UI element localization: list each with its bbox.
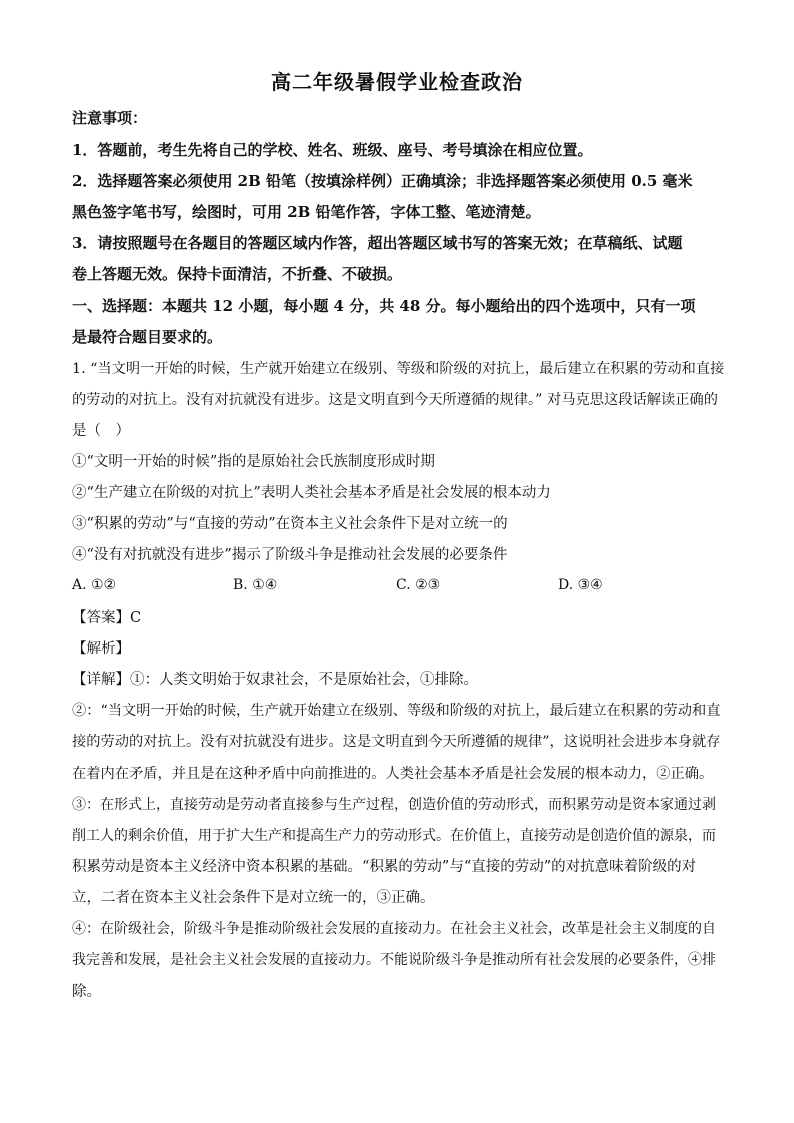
detail-point-2-line-1: ②：“当文明一开始的时候，生产就开始建立在级别、等级和阶级的对抗上，最后建立在积累的劳动和直: [72, 703, 721, 719]
detail-point-4-line-3: 除。: [72, 984, 101, 1000]
notice-item-3-line-2: 卷上答题无效。保持卡面清洁，不折叠、不破损。: [72, 265, 403, 283]
option-b: B. ①④: [233, 577, 278, 593]
statement-4: ④“没有对抗就没有进步”揭示了阶级斗争是推动社会发展的必要条件: [72, 547, 508, 563]
question-stem-line-1: 1. “当文明一开始的时候，生产就开始建立在级别、等级和阶级的对抗上，最后建立在积累的劳动和直接: [72, 361, 725, 377]
option-a: A. ①②: [72, 577, 117, 593]
detail-point-2-line-3: 在着内在矛盾，并且是在这种矛盾中向前推进的。人类社会基本矛盾是社会发展的根本动力，②正确。: [72, 766, 714, 782]
page-title: 高二年级暑假学业检查政治: [271, 70, 523, 94]
analysis-tag: 【解析】: [72, 641, 130, 657]
detail-point-2-line-2: 接的劳动的对抗上。没有对抗就没有进步。这是文明直到今天所遵循的规律”，这说明社会进步本身就存: [72, 734, 721, 750]
question-stem-line-2: 的劳动的对抗上。没有对抗就没有进步。这是文明直到今天所遵循的规律。” 对马克思这段话解读正确的: [72, 392, 718, 408]
detail-tag: 【详解】: [72, 672, 130, 688]
answer-tag: 【答案】: [72, 610, 130, 626]
detail-point-3-line-3: 积累劳动是资本主义经济中资本积累的基础。“积累的劳动”与“直接的劳动”的对抗意味着阶级的对: [72, 859, 697, 875]
statement-3: ③“积累的劳动”与“直接的劳动”在资本主义社会条件下是对立统一的: [72, 516, 508, 532]
detail-point-4-line-1: ④：在阶级社会，阶级斗争是推动阶级社会发展的直接动力。在社会主义社会，改革是社会主义制度的自: [72, 921, 716, 937]
question-stem-line-3: 是（ ）: [72, 423, 130, 439]
notice-item-2-line-1: 2．选择题答案必须使用 2B 铅笔（按填涂样例）正确填涂；非选择题答案必须使用 0.5 毫米: [72, 172, 693, 190]
option-c: C. ②③: [396, 577, 441, 593]
notice-heading: 注意事项：: [72, 109, 148, 127]
notice-item-2-line-2: 黑色签字笔书写，绘图时，可用 2B 铅笔作答，字体工整、笔迹清楚。: [72, 203, 541, 221]
notice-item-3-line-1: 3．请按照题号在各题目的答题区域内作答，超出答题区域书写的答案无效；在草稿纸、试题: [72, 234, 683, 252]
detail-point-4-line-2: 我完善和发展，是社会主义社会发展的直接动力。不能说阶级斗争是推动所有社会发展的必要条件，④排: [72, 952, 716, 968]
statement-2: ②“生产建立在阶级的对抗上”表明人类社会基本矛盾是社会发展的根本动力: [72, 485, 551, 501]
statement-1: ①“文明一开始的时候”指的是原始社会氏族制度形成时期: [72, 454, 435, 470]
answer-line: [72, 608, 722, 628]
detail-point-3-line-2: 削工人的剩余价值，用于扩大生产和提高生产力的劳动形式。在价值上，直接劳动是创造价值的源泉，而: [72, 828, 716, 844]
detail-point-3-line-4: 立，二者在资本主义社会条件下是对立统一的，③正确。: [72, 890, 435, 906]
answer-value: C: [130, 610, 142, 626]
detail-point-3-line-1: ③：在形式上，直接劳动是劳动者直接参与生产过程，创造价值的劳动形式，而积累劳动是资本家通过剥: [72, 797, 716, 813]
answer-options: [72, 577, 722, 597]
notice-item-1: 1．答题前，考生先将自己的学校、姓名、班级、座号、考号填涂在相应位置。: [72, 141, 593, 159]
detail-point-1: ①：人类文明始于奴隶社会，不是原始社会，①排除。: [130, 672, 478, 688]
detail-line-1: [72, 670, 722, 690]
option-d: D. ③④: [558, 577, 603, 593]
section-heading-line-1: 一、选择题：本题共 12 小题，每小题 4 分，共 48 分。每小题给出的四个选项中，只有一项: [72, 297, 696, 315]
section-heading-line-2: 是最符合题目要求的。: [72, 328, 223, 346]
